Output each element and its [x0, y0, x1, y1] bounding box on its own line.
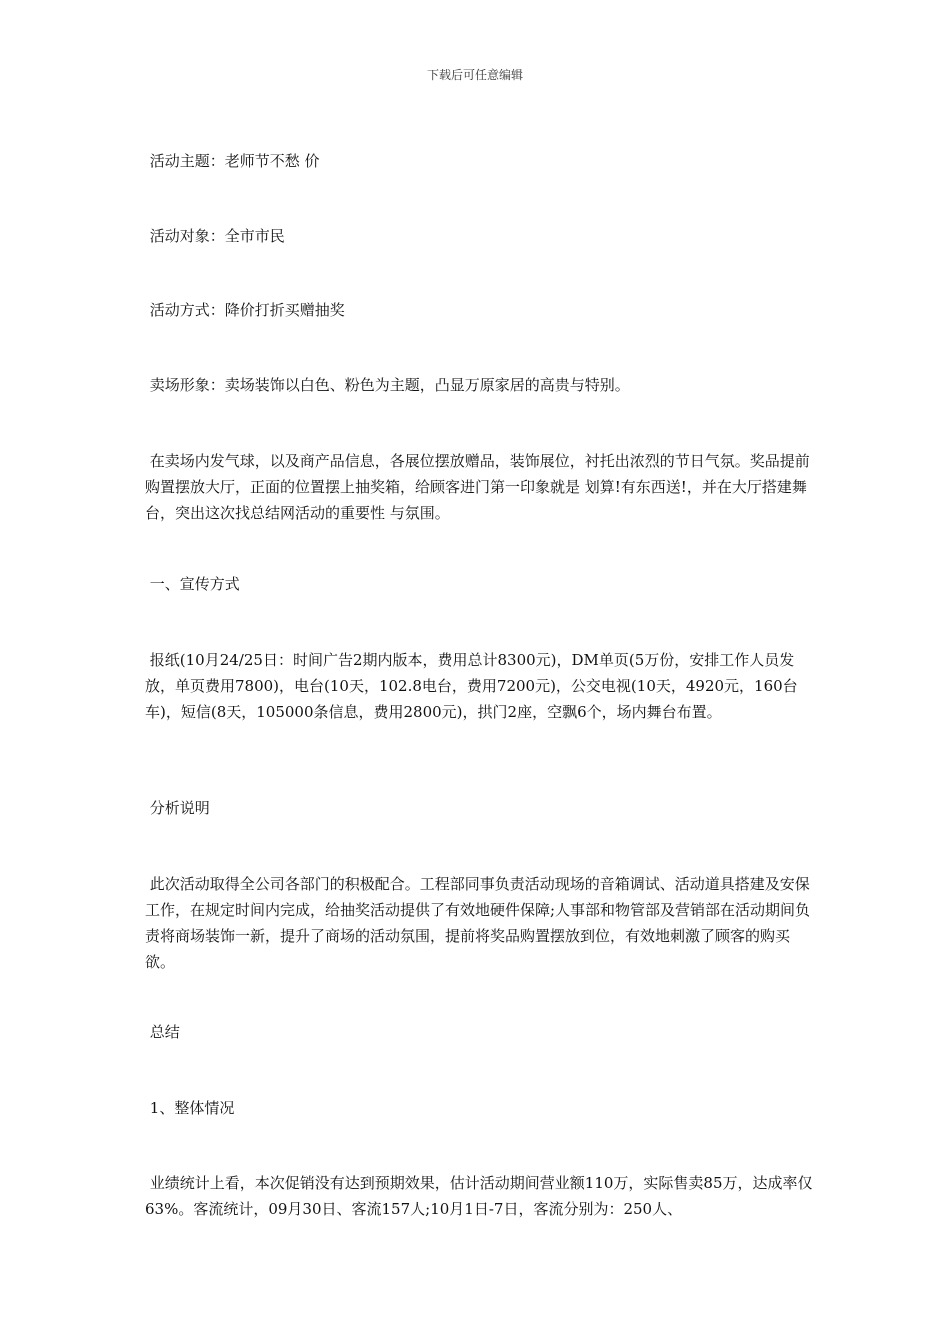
- paragraph-decoration: 在卖场内发气球，以及商产品信息，各展位摆放赠品，装饰展位，衬托出浓烈的节日气氛。奖品提前购置摆放大厅，正面的位置摆上抽奖箱，给顾客进门第一印象就是 划算!有东西送!，并在大厅搭建舞台，突出这次找总结网活动的重要性 与氛围。: [145, 452, 810, 522]
- paragraph-promotion-details: 报纸(10月24/25日：时间广告2期内版本，费用总计8300元)，DM单页(5万份，安排工作人员发放，单页费用7800)，电台(10天，102.8电台，费用7200元)，公交电视(10天，4920元，160台车)，短信(8天，105000条信息，费用2800元)，拱门2座，空飘6个，场内舞台布置。: [145, 651, 798, 721]
- section-heading-promotion: 一、宣传方式: [145, 575, 240, 593]
- section-heading-overall: 1、整体情况: [145, 1099, 235, 1117]
- page-header: 下载后可任意编辑: [426, 68, 523, 82]
- section-heading-analysis: 分析说明: [145, 799, 210, 817]
- paragraph-audience: 活动对象：全市市民: [145, 227, 285, 245]
- paragraph-method: 活动方式：降价打折买赠抽奖: [145, 301, 345, 319]
- paragraph-performance: 业绩统计上看，本次促销没有达到预期效果，估计活动期间营业额110万，实际售卖85万，达成率仅63%。客流统计，09月30日、客流157人;10月1日-7日，客流分别为：250人、: [145, 1174, 813, 1218]
- paragraph-analysis: 此次活动取得全公司各部门的积极配合。工程部同事负责活动现场的音箱调试、活动道具搭建及安保工作，在规定时间内完成，给抽奖活动提供了有效地硬件保障;人事部和物管部及营销部在活动期间负责将商场装饰一新，提升了商场的活动氛围，提前将奖品购置摆放到位，有效地刺激了顾客的购买欲。: [145, 875, 811, 971]
- section-heading-summary: 总结: [145, 1023, 180, 1041]
- paragraph-store-image: 卖场形象：卖场装饰以白色、粉色为主题，凸显万原家居的高贵与特别。: [145, 376, 630, 394]
- paragraph-theme: 活动主题：老师节不愁 价: [145, 152, 320, 170]
